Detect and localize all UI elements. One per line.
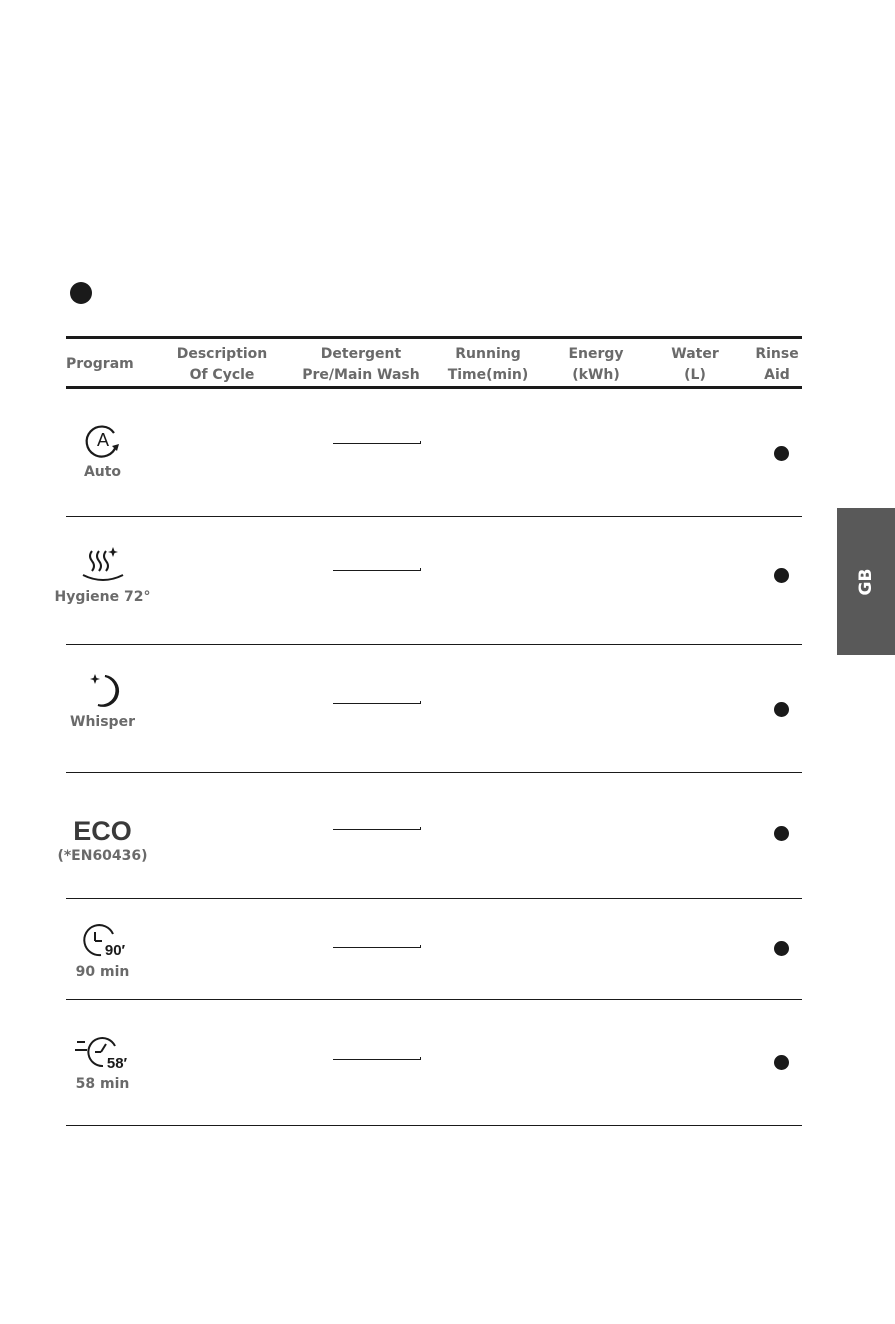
header-bottom-rule — [66, 386, 802, 389]
rinse-aid-dot — [774, 941, 789, 956]
detergent-line — [333, 703, 421, 704]
program-auto — [0, 420, 205, 480]
language-tab-label: GB — [856, 568, 876, 595]
language-side-tab — [837, 508, 895, 655]
row-divider — [66, 999, 802, 1000]
program-label: Auto — [83, 464, 122, 480]
header-description: Description Of Cycle — [176, 346, 268, 383]
clock-90-icon — [75, 920, 131, 960]
rinse-aid-dot — [774, 446, 789, 461]
clock-58-fast-icon — [73, 1032, 133, 1072]
detergent-line — [333, 1059, 421, 1060]
program-label: (*EN60436) — [57, 848, 148, 864]
program-90-min — [0, 920, 205, 980]
header-detergent: Detergent Pre/Main Wash — [302, 346, 420, 383]
clock-58-text: 58′ — [106, 1055, 127, 1072]
program-eco — [0, 816, 205, 864]
row-divider — [66, 772, 802, 773]
svg-text:A: A — [96, 430, 109, 450]
program-label: Whisper — [70, 714, 135, 730]
row-divider — [66, 644, 802, 645]
auto-cycle-icon — [78, 420, 128, 460]
table-bottom-rule — [66, 1125, 802, 1126]
rinse-aid-dot — [774, 568, 789, 583]
detergent-line — [333, 570, 421, 571]
program-label: 90 min — [75, 964, 130, 980]
program-label: 58 min — [75, 1076, 130, 1092]
section-bullet — [70, 282, 92, 304]
rinse-aid-dot — [774, 702, 789, 717]
table-top-rule — [66, 336, 802, 339]
program-whisper — [0, 670, 205, 730]
row-divider — [66, 898, 802, 899]
header-energy: Energy (kWh) — [568, 346, 624, 383]
header-rinse-aid: Rinse Aid — [755, 346, 799, 383]
rinse-aid-dot — [774, 826, 789, 841]
moon-star-icon — [78, 670, 128, 710]
clock-90-text: 90′ — [104, 942, 125, 959]
rinse-aid-dot — [774, 1055, 789, 1070]
detergent-line — [333, 947, 421, 948]
hygiene-steam-icon — [75, 545, 131, 585]
header-running-time: Running Time(min) — [447, 346, 529, 383]
detergent-line — [333, 829, 421, 830]
header-water: Water (L) — [671, 346, 719, 383]
program-hygiene — [0, 545, 205, 605]
program-label: Hygiene 72° — [54, 589, 151, 605]
eco-text-icon: ECO — [73, 816, 132, 846]
header-program: Program — [66, 356, 134, 372]
detergent-line — [333, 443, 421, 444]
program-58-min — [0, 1032, 205, 1092]
row-divider — [66, 516, 802, 517]
